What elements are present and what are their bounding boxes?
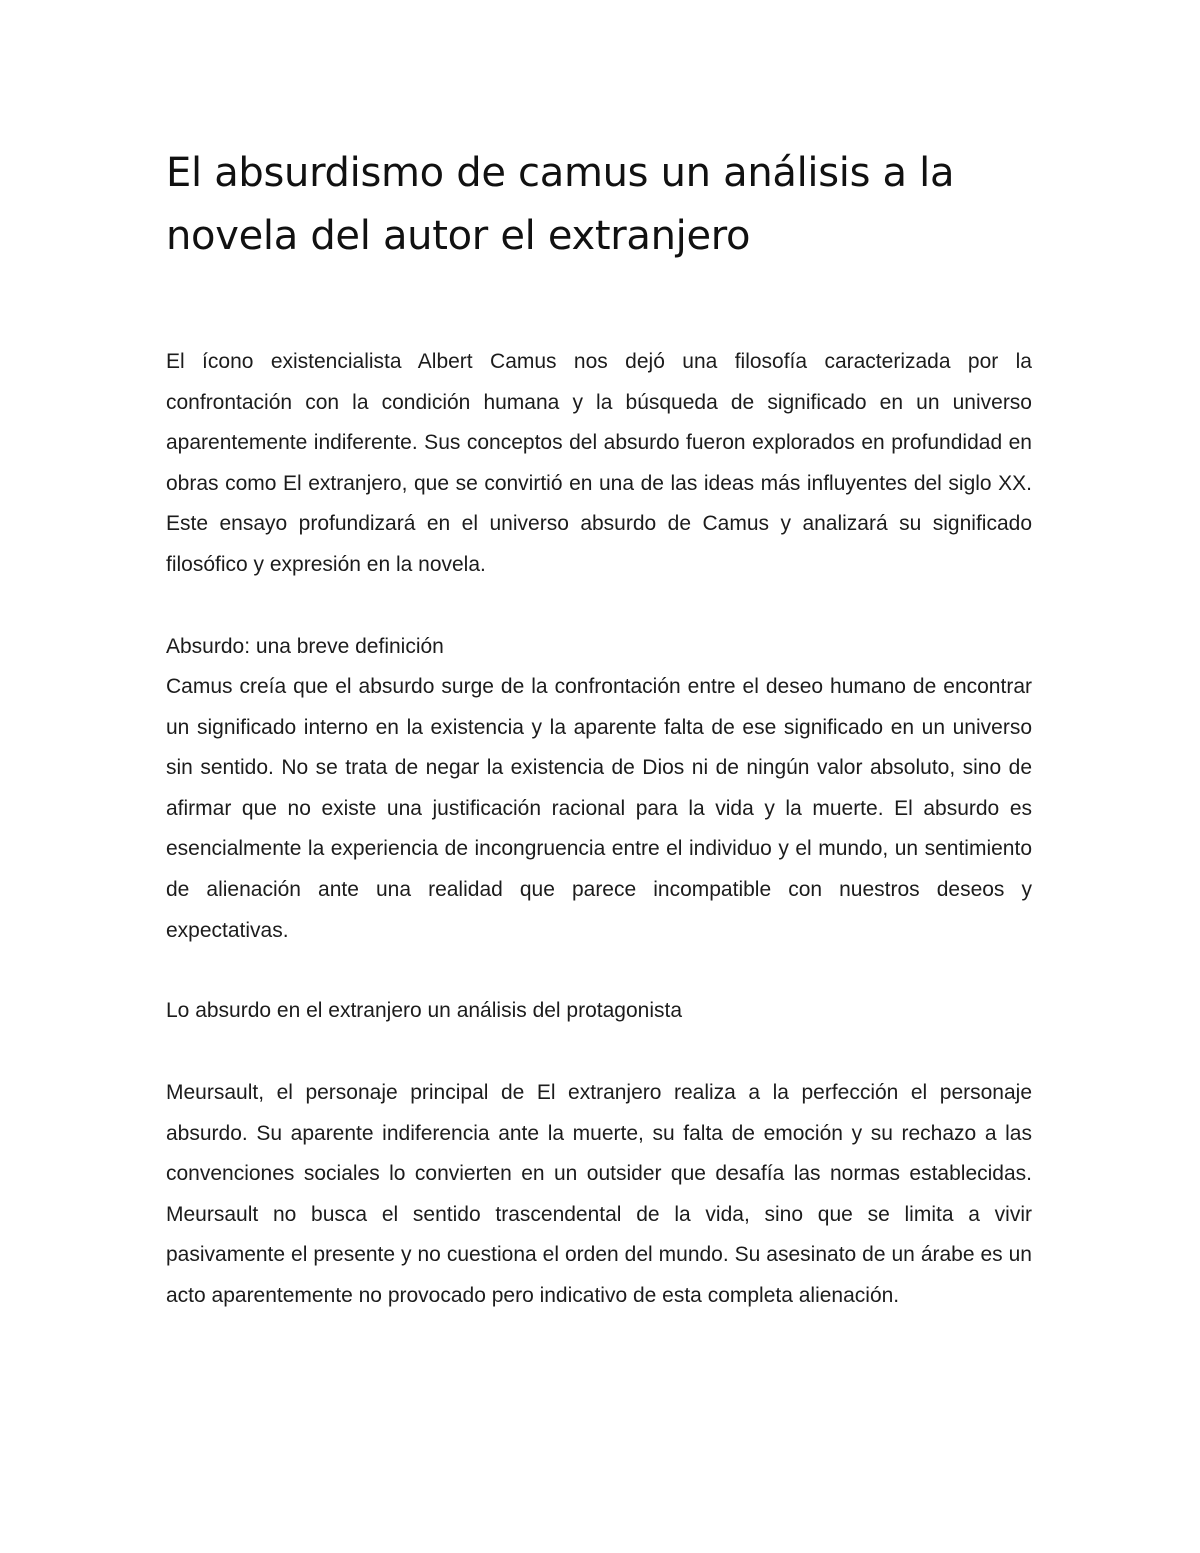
document-title: El absurdismo de camus un análisis a la novela del autor el extranjero	[166, 150, 955, 259]
section-heading-absurd-definition: Absurdo: una breve definición	[166, 635, 444, 658]
protagonist-analysis-paragraph: Meursault, el personaje principal de El extranjero realiza a la perfección el personaje absurdo. Su aparente indiferencia ante la muerte, su falta de emoción y su rechazo a las convenciones sociales lo convierten en un outsider que desafía las normas establecidas. Meursault no busca el sentido trascendental de la vida, sino que se limita a vivir pasivamente el presente y no cuestiona el orden del mundo. Su asesinato de un árabe es un acto aparentemente no provocado pero indicativo de esta completa alienación.	[166, 1081, 1032, 1307]
absurd-definition-paragraph: Camus creía que el absurdo surge de la confrontación entre el deseo humano de encontrar un significado interno en la existencia y la aparente falta de ese significado en un universo sin sentido. No se trata de negar la existencia de Dios ni de ningún valor absoluto, sino de afirmar que no existe una justificación racional para la vida y la muerte. El absurdo es esencialmente la experiencia de incongruencia entre el individuo y el mundo, un sentimiento de alienación ante una realidad que parece incompatible con nuestros deseos y expectativas.	[166, 675, 1032, 942]
section-heading-protagonist-analysis: Lo absurdo en el extranjero un análisis del protagonista	[166, 999, 683, 1022]
intro-paragraph: El ícono existencialista Albert Camus nos dejó una filosofía caracterizada por la confrontación con la condición humana y la búsqueda de significado en un universo aparentemente indiferente. Sus conceptos del absurdo fueron explorados en profundidad en obras como El extranjero, que se convirtió en una de las ideas más influyentes del siglo XX. Este ensayo profundizará en el universo absurdo de Camus y analizará su significado filosófico y expresión en la novela.	[166, 350, 1032, 576]
